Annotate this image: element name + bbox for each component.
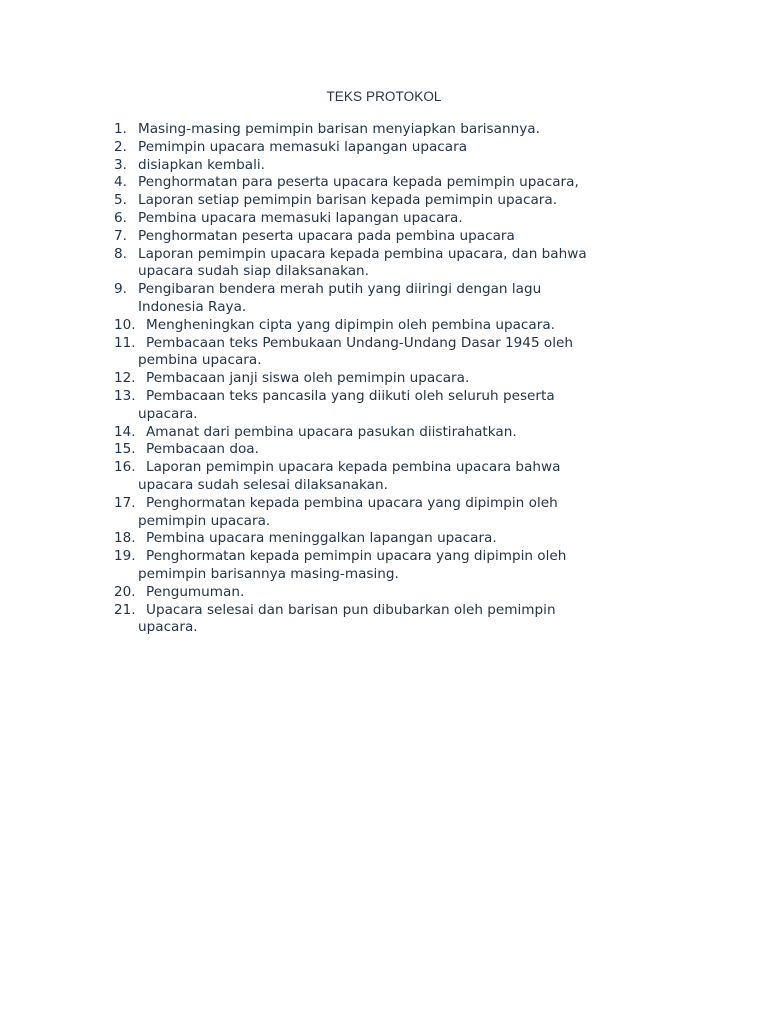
list-item-text: Masing-masing pemimpin barisan menyiapkan barisannya. xyxy=(138,121,540,137)
list-item xyxy=(114,548,674,584)
list-item-text: Laporan pemimpin upacara kepada pembina upacara, dan bahwa upacara sudah siap dilaksanakan. xyxy=(138,245,587,280)
list-item-number: 11. xyxy=(114,334,136,351)
list-item xyxy=(114,139,674,157)
list-item-text: Pembina upacara memasuki lapangan upacara. xyxy=(138,209,463,226)
list-item-text: Penghormatan kepada pemimpin upacara yang dipimpin oleh pemimpin barisannya masing-masing. xyxy=(138,548,567,582)
list-item-text: Pembacaan teks Pembukaan Undang-Undang Dasar 1945 oleh pembina upacara. xyxy=(138,334,573,369)
list-item-number: 5. xyxy=(114,192,127,209)
list-item-number: 21. xyxy=(114,601,136,618)
list-item-number: 20. xyxy=(114,583,136,600)
list-item-number: 16. xyxy=(114,459,136,476)
list-item-text: disiapkan kembali. xyxy=(138,156,265,173)
list-item-number: 3. xyxy=(114,156,127,173)
list-item xyxy=(114,192,674,210)
list-item-number: 17. xyxy=(114,494,136,511)
list-item-number: 10. xyxy=(114,316,136,333)
list-item-text: Laporan pemimpin upacara kepada pembina upacara bahwa upacara sudah selesai dilaksanakan. xyxy=(138,459,561,493)
list-item-number: 4. xyxy=(114,174,127,191)
list-item xyxy=(114,317,674,335)
list-item xyxy=(114,530,674,548)
list-item-number: 7. xyxy=(114,227,127,244)
list-item-number: 15. xyxy=(114,441,136,458)
list-item xyxy=(114,335,674,371)
protocol-list xyxy=(114,121,674,637)
list-item-number: 8. xyxy=(114,245,127,262)
list-item-number: 14. xyxy=(114,423,136,440)
list-item-text: Penghormatan para peserta upacara kepada pemimpin upacara, xyxy=(138,174,579,191)
list-item xyxy=(114,281,674,317)
list-item xyxy=(114,388,674,424)
list-item-text: Laporan setiap pemimpin barisan kepada pemimpin upacara. xyxy=(138,192,558,209)
list-item xyxy=(114,228,674,246)
document-title: TEKS PROTOKOL xyxy=(326,89,442,104)
list-item xyxy=(114,424,674,442)
list-item-number: 18. xyxy=(114,530,136,547)
list-item-text: Pengibaran bendera merah putih yang diiringi dengan lagu Indonesia Raya. xyxy=(138,281,542,315)
list-item-text: Penghormatan peserta upacara pada pembina upacara xyxy=(138,227,515,244)
list-item xyxy=(114,157,674,175)
list-item-text: Pemimpin upacara memasuki lapangan upacara xyxy=(138,138,468,155)
list-item xyxy=(114,602,674,638)
list-item-number: 13. xyxy=(114,387,136,404)
list-item xyxy=(114,174,674,192)
list-item-text: Upacara selesai dan barisan pun dibubarkan oleh pemimpin upacara. xyxy=(138,601,556,636)
list-item xyxy=(114,584,674,602)
list-item-text: Pengumuman. xyxy=(146,583,245,600)
list-item xyxy=(114,459,674,495)
list-item-text: Pembina upacara meninggalkan lapangan upacara. xyxy=(146,530,497,547)
list-item-number: 19. xyxy=(114,548,136,565)
list-item-number: 2. xyxy=(114,138,127,155)
list-item-number: 12. xyxy=(114,370,136,387)
list-item-text: Amanat dari pembina upacara pasukan diistirahatkan. xyxy=(146,423,517,440)
list-item-number: 9. xyxy=(114,281,127,298)
list-item-text: Mengheningkan cipta yang dipimpin oleh pembina upacara. xyxy=(146,316,555,333)
list-item xyxy=(114,370,674,388)
list-item-number: 6. xyxy=(114,209,127,226)
list-item-text: Pembacaan teks pancasila yang diikuti oleh seluruh peserta upacara. xyxy=(138,387,555,422)
list-item xyxy=(114,495,674,531)
list-item xyxy=(114,121,674,139)
list-item-text: Pembacaan janji siswa oleh pemimpin upacara. xyxy=(146,370,470,387)
list-item-text: Pembacaan doa. xyxy=(146,441,259,458)
list-item xyxy=(114,441,674,459)
list-item xyxy=(114,246,674,282)
list-item-number: 1. xyxy=(114,121,127,137)
list-item-text: Penghormatan kepada pembina upacara yang dipimpin oleh pemimpin upacara. xyxy=(138,494,558,529)
list-item xyxy=(114,210,674,228)
